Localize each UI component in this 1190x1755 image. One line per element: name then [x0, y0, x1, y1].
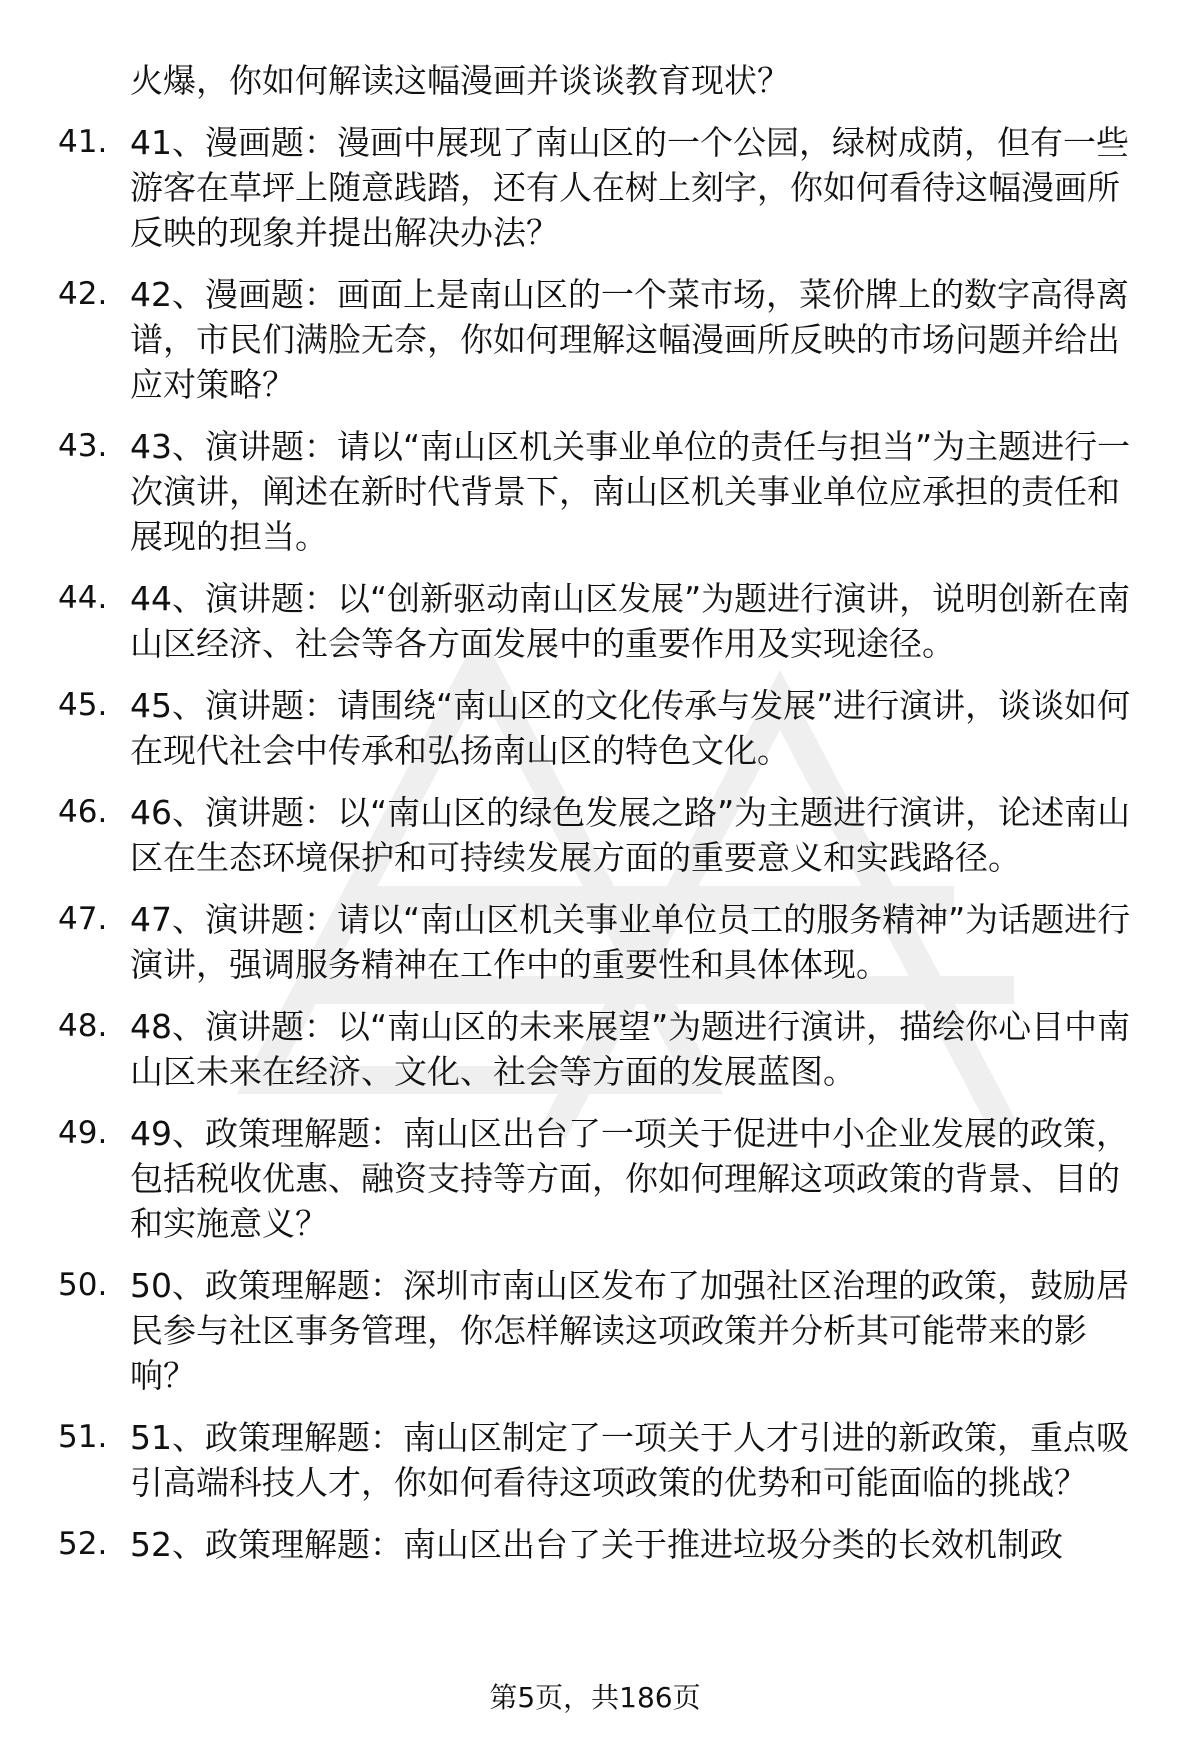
item-text: 44、演讲题：以“创新驱动南山区发展”为题进行演讲，说明创新在南山区经济、社会等各方面发展中的重要作用及实现途径。	[130, 579, 1131, 663]
item-number: 49.	[58, 1115, 108, 1151]
item-text: 43、演讲题：请以“南山区机关事业单位的责任与担当”为主题进行一次演讲，阐述在新时代背景下，南山区机关事业单位应承担的责任和展现的担当。	[130, 427, 1131, 556]
item-number: 50.	[58, 1267, 108, 1303]
item-text: 52、政策理解题：南山区出台了关于推进垃圾分类的长效机制政	[130, 1525, 1063, 1564]
item-text: 41、漫画题：漫画中展现了南山区的一个公园，绿树成荫，但有一些游客在草坪上随意践踏，还有人在树上刻字，你如何看待这幅漫画所反映的现象并提出解决办法？	[130, 123, 1129, 252]
document-page	[58, 58, 1148, 1567]
item-number: 44.	[58, 580, 108, 616]
item-number: 43.	[58, 428, 108, 464]
item-number: 46.	[58, 794, 108, 830]
item-number: 41.	[58, 124, 108, 160]
item-number: 48.	[58, 1008, 108, 1044]
list-item	[58, 1111, 1148, 1246]
item-text: 47、演讲题：请以“南山区机关事业单位员工的服务精神”为话题进行演讲，强调服务精神在工作中的重要性和具体体现。	[130, 900, 1131, 984]
item-number: 52.	[58, 1526, 108, 1562]
page-footer: 第5页，共186页	[489, 1681, 701, 1714]
lead-text: 火爆，你如何解读这幅漫画并谈谈教育现状？	[130, 61, 790, 100]
item-text: 42、漫画题：画面上是南山区的一个菜市场，菜价牌上的数字高得离谱，市民们满脸无奈，你如何理解这幅漫画所反映的市场问题并给出应对策略？	[130, 275, 1129, 404]
list-item	[58, 897, 1148, 987]
item-number: 47.	[58, 901, 108, 937]
item-number: 51.	[58, 1419, 108, 1455]
item-text: 45、演讲题：请围绕“南山区的文化传承与发展”进行演讲，谈谈如何在现代社会中传承和弘扬南山区的特色文化。	[130, 686, 1131, 770]
list-item	[58, 272, 1148, 407]
list-item	[58, 120, 1148, 255]
item-text: 48、演讲题：以“南山区的未来展望”为题进行演讲，描绘你心目中南山区未来在经济、文化、社会等方面的发展蓝图。	[130, 1007, 1131, 1091]
list-item	[58, 424, 1148, 559]
item-text: 49、政策理解题：南山区出台了一项关于促进中小企业发展的政策，包括税收优惠、融资支持等方面，你如何理解这项政策的背景、目的和实施意义？	[130, 1114, 1129, 1243]
list-item	[58, 1004, 1148, 1094]
list-item	[58, 1415, 1148, 1505]
item-text: 50、政策理解题：深圳市南山区发布了加强社区治理的政策，鼓励居民参与社区事务管理，你怎样解读这项政策并分析其可能带来的影响？	[130, 1266, 1129, 1395]
list-item	[58, 576, 1148, 666]
list-item	[58, 1522, 1148, 1567]
item-text: 46、演讲题：以“南山区的绿色发展之路”为主题进行演讲，论述南山区在生态环境保护和可持续发展方面的重要意义和实践路径。	[130, 793, 1131, 877]
list-item	[58, 1263, 1148, 1398]
item-text: 51、政策理解题：南山区制定了一项关于人才引进的新政策，重点吸引高端科技人才，你如何看待这项政策的优势和可能面临的挑战？	[130, 1418, 1129, 1502]
item-number: 42.	[58, 276, 108, 312]
question-list	[58, 120, 1148, 1567]
list-item	[58, 790, 1148, 880]
list-item	[58, 683, 1148, 773]
item-number: 45.	[58, 687, 108, 723]
